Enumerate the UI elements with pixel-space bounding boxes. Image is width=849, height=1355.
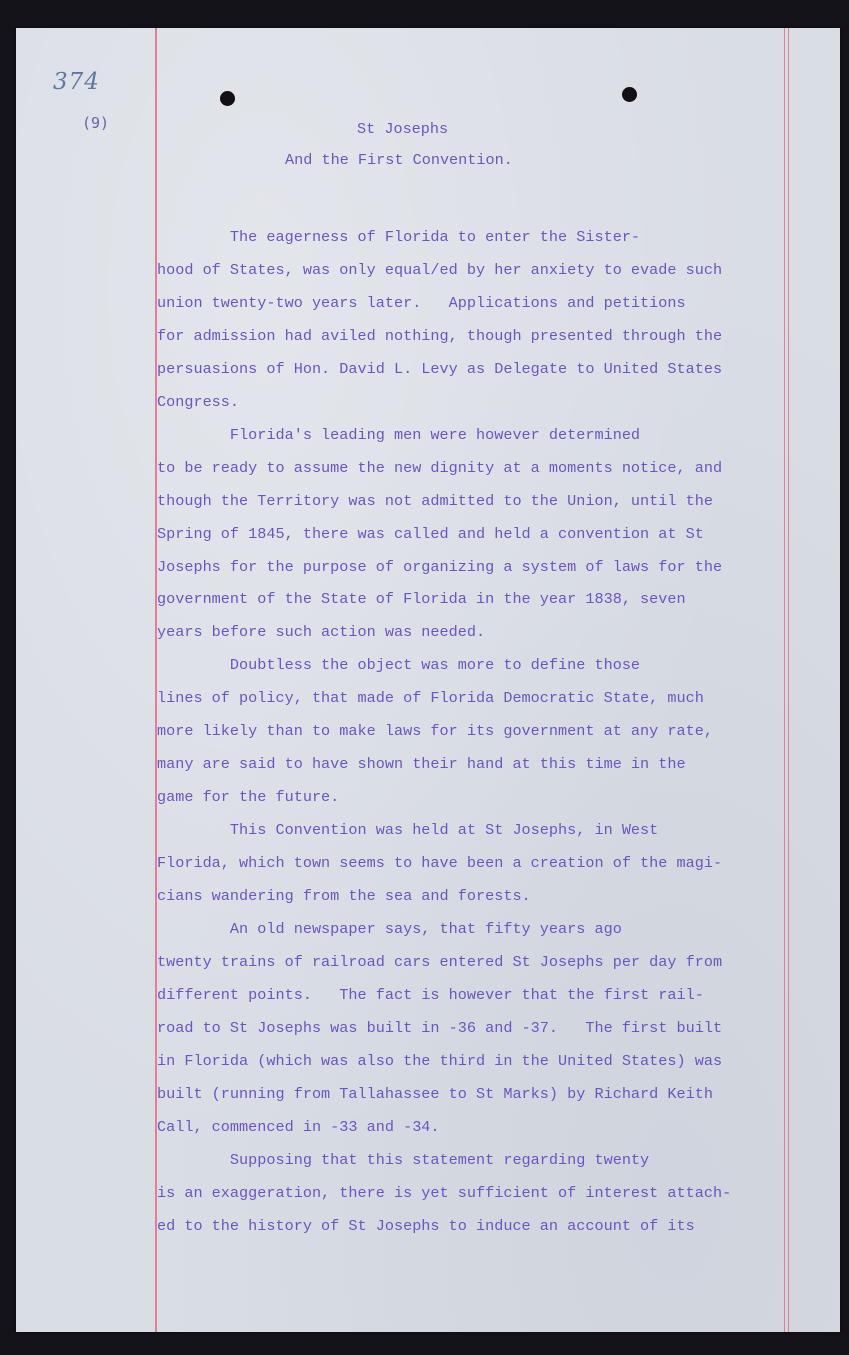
text-line: union twenty-two years later. Applications and petitions bbox=[157, 294, 686, 312]
folio-number: 374 bbox=[53, 69, 100, 95]
text-line: is an exaggeration, there is yet sufficient of interest attach- bbox=[157, 1184, 732, 1202]
text-line: An old newspaper says, that fifty years ago bbox=[157, 920, 622, 938]
title-line-1: St Josephs bbox=[357, 120, 449, 138]
title-line-2: And the First Convention. bbox=[285, 151, 513, 169]
text-line: more likely than to make laws for its government at any rate, bbox=[157, 722, 713, 740]
text-line: years before such action was needed. bbox=[157, 623, 486, 641]
punch-hole-left bbox=[220, 91, 235, 106]
text-line: different points. The fact is however that the first rail- bbox=[157, 986, 704, 1004]
punch-hole-right bbox=[622, 87, 637, 102]
text-line: Josephs for the purpose of organizing a system of laws for the bbox=[157, 558, 723, 576]
text-line: ed to the history of St Josephs to induce an account of its bbox=[157, 1217, 695, 1235]
right-margin-rule bbox=[784, 28, 789, 1332]
text-line: Supposing that this statement regarding twenty bbox=[157, 1151, 650, 1169]
text-line: road to St Josephs was built in -36 and -37. The first built bbox=[157, 1019, 723, 1037]
text-line: hood of States, was only equal/ed by her anxiety to evade such bbox=[157, 261, 723, 279]
text-line: many are said to have shown their hand at this time in the bbox=[157, 755, 686, 773]
text-line: though the Territory was not admitted to the Union, until the bbox=[157, 492, 713, 510]
text-line: built (running from Tallahassee to St Marks) by Richard Keith bbox=[157, 1085, 713, 1103]
text-line: Florida's leading men were however determined bbox=[157, 426, 641, 444]
text-line: The eagerness of Florida to enter the Sister- bbox=[157, 228, 641, 246]
text-line: to be ready to assume the new dignity at a moments notice, and bbox=[157, 459, 723, 477]
text-line: This Convention was held at St Josephs, in West bbox=[157, 821, 659, 839]
text-line: Spring of 1845, there was called and held a convention at St bbox=[157, 525, 704, 543]
text-line: cians wandering from the sea and forests. bbox=[157, 887, 531, 905]
text-line: persuasions of Hon. David L. Levy as Delegate to United States bbox=[157, 360, 723, 378]
text-line: government of the State of Florida in the year 1838, seven bbox=[157, 590, 686, 608]
page-number: (9) bbox=[82, 114, 110, 132]
text-line: for admission had aviled nothing, though presented through the bbox=[157, 327, 723, 345]
text-line: Call, commenced in -33 and -34. bbox=[157, 1118, 440, 1136]
text-line: in Florida (which was also the third in the United States) was bbox=[157, 1052, 723, 1070]
text-line: Florida, which town seems to have been a creation of the magi- bbox=[157, 854, 723, 872]
text-line: twenty trains of railroad cars entered St Josephs per day from bbox=[157, 953, 723, 971]
text-line: Congress. bbox=[157, 393, 240, 411]
text-line: game for the future. bbox=[157, 788, 340, 806]
text-line: Doubtless the object was more to define those bbox=[157, 656, 641, 674]
text-line: lines of policy, that made of Florida Democratic State, much bbox=[157, 689, 704, 707]
